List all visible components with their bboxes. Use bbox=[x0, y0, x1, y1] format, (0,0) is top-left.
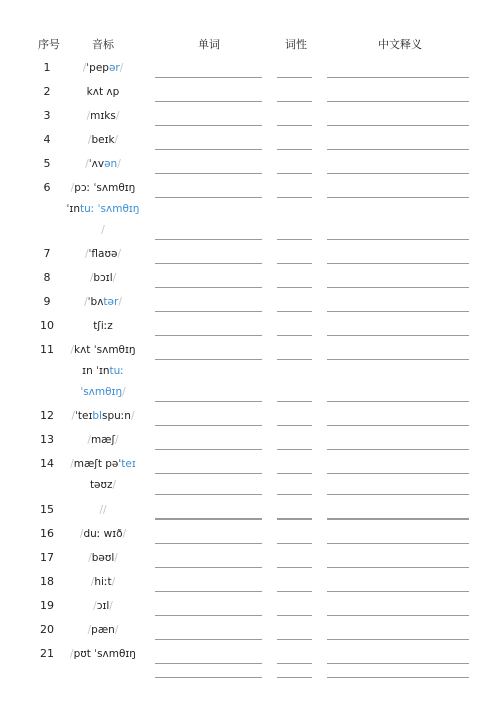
row-phonetic: /kʌt ˈsʌmθɪŋ bbox=[70, 344, 136, 356]
meaning-answer-line[interactable] bbox=[327, 591, 469, 592]
pos-answer-line[interactable] bbox=[277, 615, 312, 616]
row-number: 20 bbox=[40, 623, 54, 636]
row-number: 10 bbox=[40, 319, 54, 332]
row-phonetic: /pæn/ bbox=[87, 624, 119, 636]
row-number: 16 bbox=[40, 527, 54, 540]
row-phonetic: /bəʊl/ bbox=[88, 552, 118, 564]
row-phonetic: /mɪks/ bbox=[86, 110, 120, 122]
word-answer-line[interactable] bbox=[155, 173, 262, 174]
meaning-answer-line[interactable] bbox=[327, 677, 469, 678]
meaning-answer-line[interactable] bbox=[327, 101, 469, 102]
pos-answer-line[interactable] bbox=[277, 77, 312, 78]
meaning-answer-line[interactable] bbox=[327, 473, 469, 474]
pos-answer-line[interactable] bbox=[277, 543, 312, 544]
meaning-answer-line[interactable] bbox=[327, 519, 469, 520]
pos-answer-line[interactable] bbox=[277, 663, 312, 664]
word-answer-line[interactable] bbox=[155, 125, 262, 126]
row-phonetic: // bbox=[99, 504, 107, 516]
word-answer-line[interactable] bbox=[155, 677, 262, 678]
row-number: 8 bbox=[43, 271, 51, 284]
row-phonetic: /pʊt ˈsʌmθɪŋ bbox=[70, 648, 136, 660]
pos-answer-line[interactable] bbox=[277, 197, 312, 198]
word-answer-line[interactable] bbox=[155, 519, 262, 520]
word-answer-line[interactable] bbox=[155, 77, 262, 78]
word-answer-line[interactable] bbox=[155, 197, 262, 198]
word-answer-line[interactable] bbox=[155, 473, 262, 474]
pos-answer-line[interactable] bbox=[277, 149, 312, 150]
meaning-answer-line[interactable] bbox=[327, 149, 469, 150]
pos-answer-line[interactable] bbox=[277, 519, 312, 520]
word-answer-line[interactable] bbox=[155, 149, 262, 150]
row-phonetic: /mæʃ/ bbox=[87, 434, 119, 446]
row-number: 5 bbox=[43, 157, 51, 170]
meaning-answer-line[interactable] bbox=[327, 197, 469, 198]
pos-answer-line[interactable] bbox=[277, 335, 312, 336]
meaning-answer-line[interactable] bbox=[327, 639, 469, 640]
row-number: 2 bbox=[43, 85, 51, 98]
row-phonetic: /beɪk/ bbox=[87, 134, 119, 146]
meaning-answer-line[interactable] bbox=[327, 663, 469, 664]
row-number: 18 bbox=[40, 575, 54, 588]
pos-answer-line[interactable] bbox=[277, 473, 312, 474]
row-phonetic: /ˈflaʊə/ bbox=[85, 248, 121, 260]
meaning-answer-line[interactable] bbox=[327, 567, 469, 568]
row-phonetic: / bbox=[101, 224, 105, 236]
pos-answer-line[interactable] bbox=[277, 494, 312, 495]
row-number: 4 bbox=[43, 133, 51, 146]
row-number: 15 bbox=[40, 503, 54, 516]
pos-answer-line[interactable] bbox=[277, 101, 312, 102]
word-answer-line[interactable] bbox=[155, 639, 262, 640]
meaning-answer-line[interactable] bbox=[327, 449, 469, 450]
pos-answer-line[interactable] bbox=[277, 449, 312, 450]
row-phonetic: təʊz/ bbox=[89, 479, 117, 491]
row-number: 13 bbox=[40, 433, 54, 446]
row-number: 6 bbox=[43, 181, 51, 194]
row-phonetic: kʌt ʌp bbox=[86, 86, 120, 98]
row-number: 21 bbox=[40, 647, 54, 660]
header-meaning: 中文释义 bbox=[378, 38, 422, 51]
row-phonetic: /ˈbʌtər/ bbox=[84, 296, 122, 308]
row-phonetic: /bɔɪl/ bbox=[89, 272, 117, 284]
pos-answer-line[interactable] bbox=[277, 567, 312, 568]
row-phonetic: /mæʃt pəˈteɪ bbox=[70, 458, 136, 470]
meaning-answer-line[interactable] bbox=[327, 239, 469, 240]
pos-answer-line[interactable] bbox=[277, 263, 312, 264]
word-answer-line[interactable] bbox=[155, 335, 262, 336]
row-phonetic: ˈsʌmθɪŋ/ bbox=[80, 386, 126, 398]
pos-answer-line[interactable] bbox=[277, 677, 312, 678]
word-answer-line[interactable] bbox=[155, 615, 262, 616]
meaning-answer-line[interactable] bbox=[327, 401, 469, 402]
row-number: 1 bbox=[43, 61, 51, 74]
row-phonetic: /ˈʌvən/ bbox=[85, 158, 121, 170]
row-number: 11 bbox=[40, 343, 54, 356]
row-phonetic: /ˈpepər/ bbox=[82, 62, 124, 74]
pos-answer-line[interactable] bbox=[277, 173, 312, 174]
word-answer-line[interactable] bbox=[155, 263, 262, 264]
meaning-answer-line[interactable] bbox=[327, 311, 469, 312]
meaning-answer-line[interactable] bbox=[327, 287, 469, 288]
word-answer-line[interactable] bbox=[155, 239, 262, 240]
pos-answer-line[interactable] bbox=[277, 359, 312, 360]
word-answer-line[interactable] bbox=[155, 663, 262, 664]
row-phonetic: ˈɪntuː ˈsʌmθɪŋ bbox=[66, 203, 140, 215]
row-number: 9 bbox=[43, 295, 51, 308]
row-number: 17 bbox=[40, 551, 54, 564]
meaning-answer-line[interactable] bbox=[327, 77, 469, 78]
pos-answer-line[interactable] bbox=[277, 639, 312, 640]
pos-answer-line[interactable] bbox=[277, 591, 312, 592]
word-answer-line[interactable] bbox=[155, 401, 262, 402]
pos-answer-line[interactable] bbox=[277, 239, 312, 240]
meaning-answer-line[interactable] bbox=[327, 425, 469, 426]
row-number: 19 bbox=[40, 599, 54, 612]
pos-answer-line[interactable] bbox=[277, 401, 312, 402]
row-number: 7 bbox=[43, 247, 51, 260]
meaning-answer-line[interactable] bbox=[327, 615, 469, 616]
pos-answer-line[interactable] bbox=[277, 311, 312, 312]
word-answer-line[interactable] bbox=[155, 543, 262, 544]
word-answer-line[interactable] bbox=[155, 449, 262, 450]
header-number: 序号 bbox=[38, 38, 60, 51]
row-phonetic: /duː wɪð/ bbox=[79, 528, 127, 540]
row-phonetic: /ɔɪl/ bbox=[93, 600, 113, 612]
row-phonetic: /pɔː ˈsʌmθɪŋ bbox=[70, 182, 136, 194]
meaning-answer-line[interactable] bbox=[327, 543, 469, 544]
row-number: 14 bbox=[40, 457, 54, 470]
meaning-answer-line[interactable] bbox=[327, 263, 469, 264]
pos-answer-line[interactable] bbox=[277, 425, 312, 426]
meaning-answer-line[interactable] bbox=[327, 494, 469, 495]
word-answer-line[interactable] bbox=[155, 311, 262, 312]
row-phonetic: /hiːt/ bbox=[90, 576, 116, 588]
header-phonetic: 音标 bbox=[92, 38, 114, 51]
meaning-answer-line[interactable] bbox=[327, 359, 469, 360]
word-answer-line[interactable] bbox=[155, 359, 262, 360]
meaning-answer-line[interactable] bbox=[327, 125, 469, 126]
meaning-answer-line[interactable] bbox=[327, 335, 469, 336]
word-answer-line[interactable] bbox=[155, 101, 262, 102]
row-number: 12 bbox=[40, 409, 54, 422]
word-answer-line[interactable] bbox=[155, 494, 262, 495]
word-answer-line[interactable] bbox=[155, 567, 262, 568]
row-phonetic: ɪn ˈɪntuː bbox=[82, 365, 124, 377]
word-answer-line[interactable] bbox=[155, 591, 262, 592]
word-answer-line[interactable] bbox=[155, 425, 262, 426]
pos-answer-line[interactable] bbox=[277, 125, 312, 126]
row-number: 3 bbox=[43, 109, 51, 122]
row-phonetic: tʃiːz bbox=[93, 320, 113, 332]
row-phonetic: /ˈteɪblspuːn/ bbox=[71, 410, 135, 422]
pos-answer-line[interactable] bbox=[277, 287, 312, 288]
header-part-of-speech: 词性 bbox=[285, 38, 307, 51]
meaning-answer-line[interactable] bbox=[327, 173, 469, 174]
word-answer-line[interactable] bbox=[155, 287, 262, 288]
header-word: 单词 bbox=[198, 38, 220, 51]
